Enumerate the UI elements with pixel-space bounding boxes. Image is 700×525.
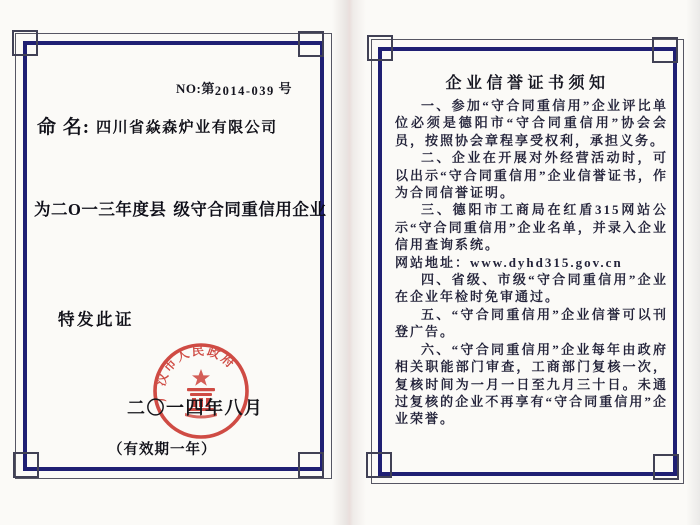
issue-statement: 特发此证 — [58, 310, 134, 329]
notice-paragraph: 四、省级、市级“守合同重信用”企业在企业年检时免审通过。 — [395, 272, 668, 305]
right-corner-bottom-left — [366, 452, 392, 478]
issue-date: 二〇一四年八月 — [127, 398, 264, 418]
notice-body — [395, 97, 668, 428]
right-corner-bottom-right — [653, 454, 679, 480]
notice-paragraph: 二、企业在开展对外经营活动时，可以出示“守合同重信用”企业信誉证书，作为合同信誉证明。 — [395, 150, 668, 201]
left-corner-bottom-left — [13, 452, 39, 478]
certificate-number-suffix: 号 — [278, 81, 293, 96]
government-seal — [146, 336, 256, 446]
seal-graphic — [146, 336, 256, 446]
award-statement — [34, 196, 326, 220]
right-corner-top-left — [367, 35, 393, 61]
validity-period: （有效期一年） — [108, 442, 217, 458]
notice-paragraph: 六、“守合同重信用”企业每年由政府相关职能部门审查，工商部门复核一次，复核时间为一月一日至九月三十日。未通过复核的企业不再享有“守合同重信用”企业荣誉。 — [395, 341, 668, 427]
left-corner-top-left — [12, 30, 38, 56]
right-corner-top-right — [652, 37, 678, 63]
page-fold-shadow — [332, 0, 366, 525]
right-edge-shadow — [686, 0, 700, 525]
award-prefix: 为二O一三年度 — [34, 200, 150, 219]
seal-arc-text: 广汉市人民政府 — [153, 343, 239, 403]
notice-paragraph: 一、参加“守合同重信用”企业评比单位必须是德阳市“守合同重信用”协会会员，按照协会章程享受权利，承担义务。 — [395, 98, 668, 148]
certificate-number-prefix: NO:第 — [176, 81, 215, 96]
notice-title: 企业信誉证书须知 — [445, 75, 610, 92]
company-name-row — [37, 112, 278, 139]
company-name: 四川省焱森炉业有限公司 — [96, 120, 278, 136]
notice-paragraph: 网站地址：www.dyhd315.gov.cn — [395, 254, 623, 270]
left-corner-bottom-right — [298, 452, 324, 478]
certificate-number-value: 2014-039 — [214, 84, 275, 98]
certificate-number — [176, 78, 292, 97]
name-label: 命 名: — [37, 117, 91, 138]
left-corner-top-right — [298, 31, 324, 57]
award-level: 县 — [149, 200, 167, 219]
notice-paragraph: 三、德阳市工商局在红盾315网站公示“守合同重信用”企业名单，并录入企业信用查询系统。 — [395, 202, 668, 253]
award-suffix: 级守合同重信用企业 — [173, 200, 327, 219]
notice-paragraph: 五、“守合同重信用”企业信誉可以刊登广告。 — [395, 306, 668, 340]
